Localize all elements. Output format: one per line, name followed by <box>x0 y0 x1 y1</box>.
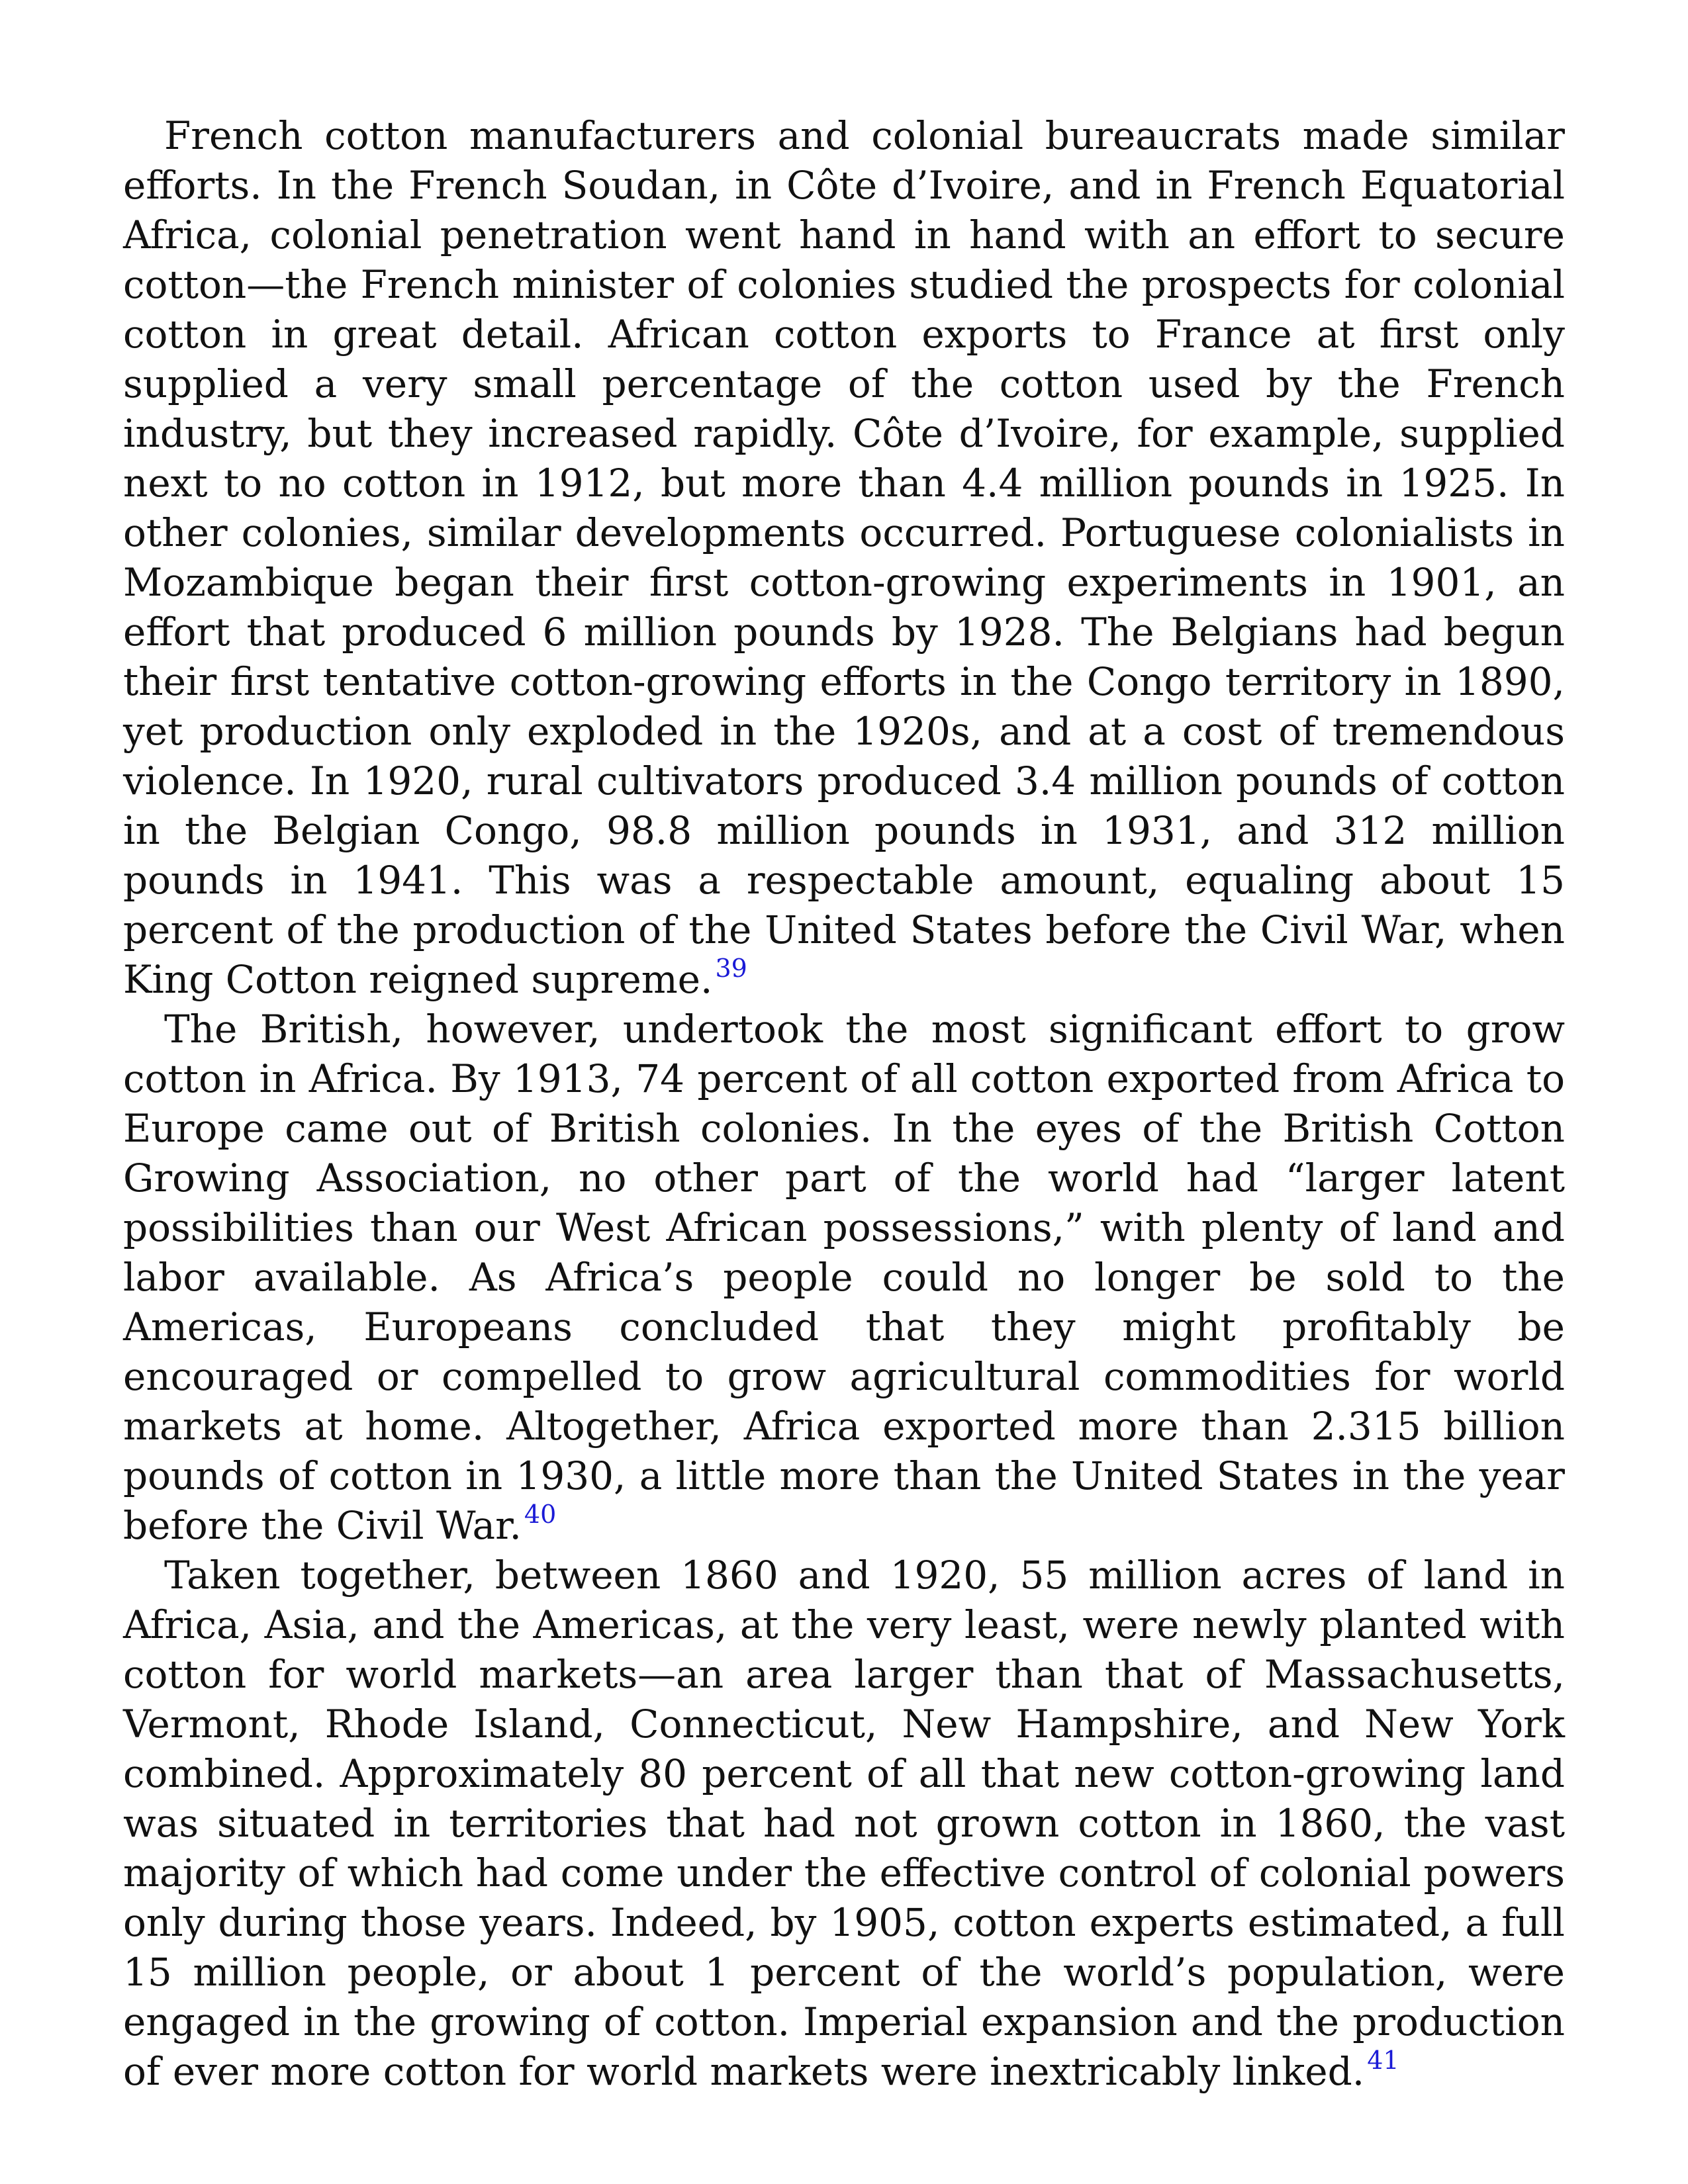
paragraph-cotton-acreage-summary <box>123 1551 1565 2097</box>
paragraph-text: The British, however, undertook the most significant effort to grow cotton in Africa. By 1913, 74 percent of all cotton exported from Africa to Europe came out of British colonies. In the eyes of the British Cotton Growing Association, no other part of the world had “larger latent possibilities than our West African possessions,” with plenty of land and labor available. As Africa’s people could no longer be sold to the Americas, Europeans concluded that they might profitably be encouraged or compelled to grow agricultural commodities for world markets at home. Altogether, Africa exported more than 2.315 billion pounds of cotton in 1930, a little more than the United States in the year before the Civil War. <box>123 1007 1565 1548</box>
paragraph-text: Taken together, between 1860 and 1920, 55 million acres of land in Africa, Asia, and the Americas, at the very least, were newly planted with cotton for world markets—an area larger than that of Massachusetts, Vermont, Rhode Island, Connecticut, New Hampshire, and New York combined. Approximately 80 percent of all that new cotton-growing land was situated in territories that had not grown cotton in 1860, the vast majority of which had come under the effective control of colonial powers only during those years. Indeed, by 1905, cotton experts estimated, a full 15 million people, or about 1 percent of the world’s population, were engaged in the growing of cotton. Imperial expansion and the production of ever more cotton for world markets were inextricably linked. <box>123 1553 1565 2094</box>
paragraph-text: French cotton manufacturers and colonial bureaucrats made similar efforts. In the French Soudan, in Côte d’Ivoire, and in French Equatorial Africa, colonial penetration went hand in hand with an effort to secure cotton—the French minister of colonies studied the prospects for colonial cotton in great detail. African cotton exports to France at first only supplied a very small percentage of the cotton used by the French industry, but they increased rapidly. Côte d’Ivoire, for example, supplied next to no cotton in 1912, but more than 4.4 million pounds in 1925. In other colonies, similar developments occurred. Portuguese colonialists in Mozambique began their first cotton-growing experiments in 1901, an effort that produced 6 million pounds by 1928. The Belgians had begun their first tentative cotton-growing efforts in the Congo territory in 1890, yet production only exploded in the 1920s, and at a cost of tremendous violence. In 1920, rural cultivators produced 3.4 million pounds of cotton in the Belgian Congo, 98.8 million pounds in 1931, and 312 million pounds in 1941. This was a respectable amount, equaling about 15 percent of the production of the United States before the Civil War, when King Cotton reigned supreme. <box>123 113 1565 1002</box>
footnote-link-41[interactable]: 41 <box>1367 2045 1399 2075</box>
paragraph-french-colonial-cotton <box>123 111 1565 1005</box>
paragraph-british-cotton-effort <box>123 1005 1565 1551</box>
footnote-link-40[interactable]: 40 <box>524 1499 557 1529</box>
footnote-link-39[interactable]: 39 <box>715 953 747 983</box>
page-body <box>123 111 1565 2097</box>
